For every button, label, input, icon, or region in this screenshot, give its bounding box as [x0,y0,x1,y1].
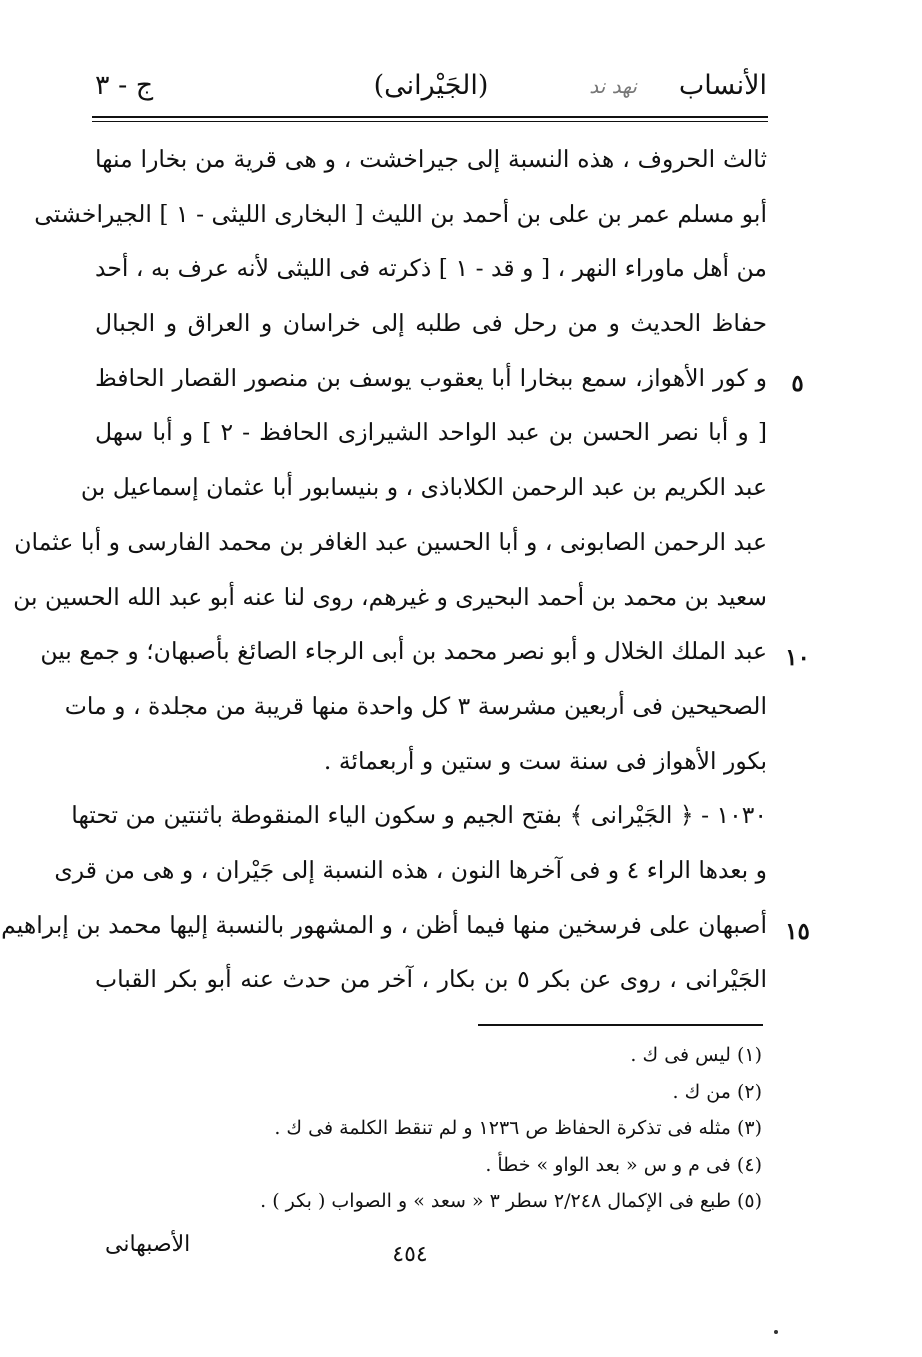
text-line: عبد الرحمن الصابونى ، و أبا الحسين عبد الغافر بن محمد الفارسى و أبا عثمان [14,527,767,556]
line-number-5: ٥ [791,370,804,397]
text-line: عبد الكريم بن عبد الرحمن الكلاباذى ، و بنيسابور أبا عثمان إسماعيل بن [80,473,767,502]
header-rule-thin [92,121,768,122]
header-book-title: الأنساب [678,70,767,101]
entry-heading-line: ١٠٣٠ - ﴿ الجَيْرانى ﴾ بفتح الجيم و سكون الياء المنقوطة باثنتين من تحتها [71,801,767,830]
text-line: سعيد بن محمد بن أحمد البحيرى و غيرهم، روى لنا عنه أبو عبد الله الحسين بن [13,582,767,611]
footnote: (٤) فى م و س « بعد الواو » خطأ . [485,1153,762,1176]
text-line-last: بكور الأهواز فى سنة ست و ستين و أربعمائة . [323,746,767,775]
text-line: أبو مسلم عمر بن على بن أحمد بن الليث [ البخارى الليثى - ١ ] الجيراخشتى [34,199,767,228]
header-volume: ج - ٣ [95,70,154,101]
footnote: (١) ليس فى ك . [630,1044,762,1066]
footnote-rule [478,1024,763,1026]
speck-mark [774,1330,778,1334]
text-line: و بعدها الراء ٤ و فى آخرها النون ، هذه النسبة إلى جَيْران ، و هى من قرى [54,855,767,884]
main-text [1,132,767,1007]
text-line: ثالث الحروف ، هذه النسبة إلى جيراخشت ، و هى قرية من بخارا منها [95,145,767,173]
text-line: أصبهان على فرسخين منها فيما أظن ، و المشهور بالنسبة إليها محمد بن إبراهيم [1,910,767,939]
text-line: [ و أبا نصر الحسن بن عبد الواحد الشيرازى الحافظ - ٢ ] و أبا سهل [95,418,767,447]
page-number: ٤٥٤ [392,1242,428,1267]
line-number-15: ١٥ [785,918,810,945]
header-entry-title: (الجَيْرانى) [373,70,489,101]
text-line: من أهل ماوراء النهر ، [ و قد - ١ ] ذكرته فى الليثى لأنه عرف به ، أحد [95,254,767,283]
footnotes [202,1037,762,1220]
text-line: عبد الملك الخلال و أبو نصر محمد بن أبى الرجاء الصائغ بأصبهان؛ و جمع بين [40,637,767,666]
text-line: و كور الأهواز، سمع ببخارا أبا يعقوب يوسف بن منصور القصار الحافظ [95,363,767,392]
header-rule [92,116,768,118]
footnote: (٣) مثله فى تذكرة الحفاظ ص ١٢٣٦ و لم تنقط الكلمة فى ك . [274,1117,762,1139]
line-number-10: ١٠ [785,644,810,671]
footnote: (٥) طبع فى الإكمال ٢/٢٤٨ سطر ٣ « سعد » و الصواب ( بكر ) . [260,1190,762,1212]
text-line: الجَيْرانى ، روى عن بكر ٥ بن بكار ، آخر من حدث عنه أبو بكر القباب [95,965,767,994]
header-handwritten-note: نهد ند [589,74,637,98]
footnote: (٢) من ك . [672,1080,762,1103]
text-line: الصحيحين فى أربعين مشرسة ٣ كل واحدة منها قريبة من مجلدة ، و مات [64,691,767,720]
text-line: حفاظ الحديث و من رحل فى طلبه إلى خراسان و العراق و الجبال [95,309,767,338]
catchword: الأصبهانى [105,1232,191,1257]
running-header [95,62,767,112]
